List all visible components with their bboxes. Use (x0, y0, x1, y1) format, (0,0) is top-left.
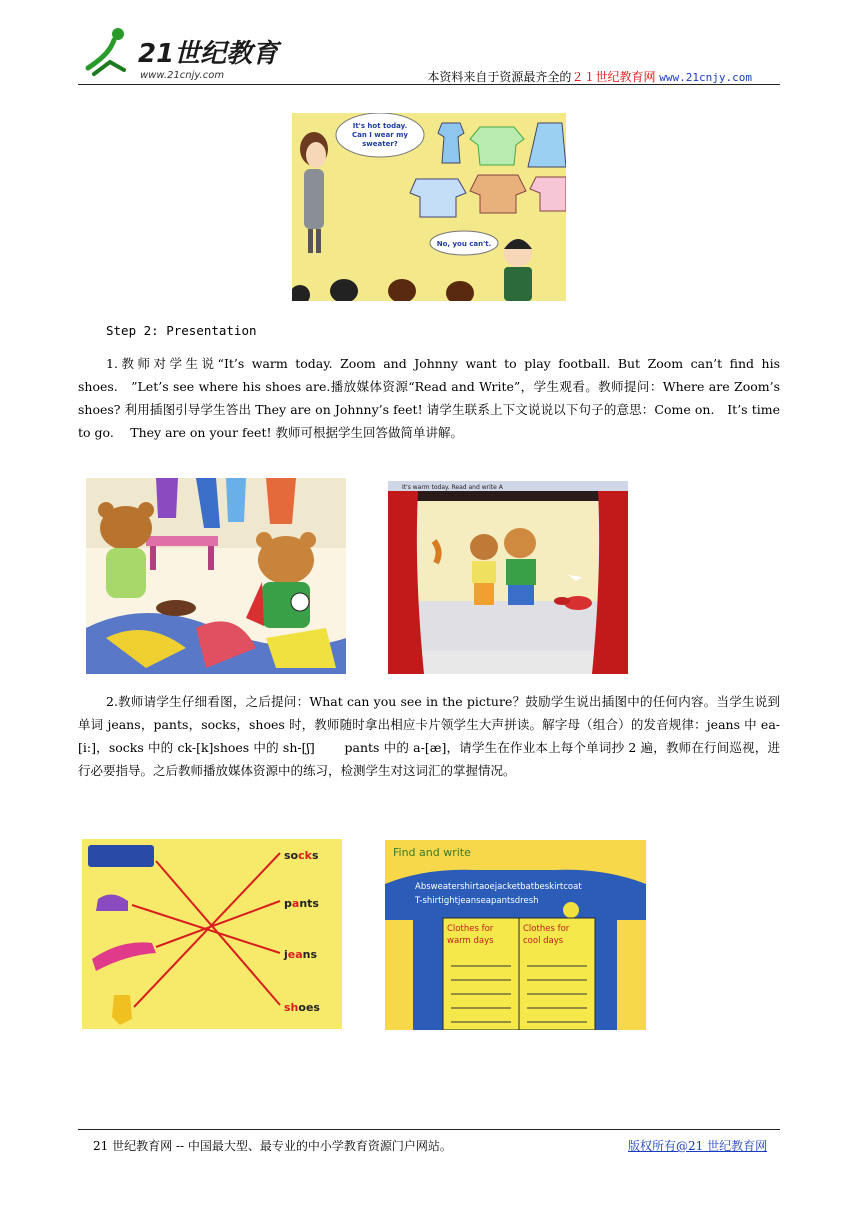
source-prefix: 本资料来自于资源最齐全的 (427, 70, 572, 84)
source-site[interactable]: ２１世纪教育网 (571, 70, 656, 84)
col1-header-line2: warm days (447, 936, 494, 946)
col2-header-line1: Clothes for (523, 924, 570, 934)
header-divider (78, 84, 780, 85)
logo-url: www.21cnjy.com (140, 70, 225, 81)
bubble-teacher-line1: It's hot today. (352, 122, 408, 130)
svg-text:socks: socks (284, 849, 319, 862)
exercise-title: Find and write (393, 846, 471, 859)
letter-line-2: T-shirtightjeanseapantsdresh (415, 896, 539, 906)
bubble-student: No, you can't. (436, 240, 492, 248)
step2-heading: Step 2: Presentation (106, 323, 257, 338)
site-logo (80, 22, 285, 84)
letter-line-1: Absweatershirtaoejacketbatbeskirtcoat (415, 882, 582, 892)
bubble-teacher-line3: sweater? (362, 140, 398, 148)
bears-clothes-illustration (86, 478, 346, 674)
col1-header-line1: Clothes for (447, 924, 494, 934)
footer-copyright-link[interactable]: 版权所有@21 世纪教育网 (628, 1139, 768, 1153)
svg-text:shoes: shoes (284, 1001, 320, 1014)
find-and-write-exercise (385, 840, 646, 1030)
stage-bears-illustration (388, 481, 628, 674)
jeans-picture[interactable] (88, 845, 154, 867)
col2-header-line2: cool days (523, 936, 564, 946)
player-title-bar: It's warm today. Read and write A (402, 484, 503, 491)
footer-text: 21 世纪教育网 -- 中国最大型、最专业的中小学教育资源门户网站。 (93, 1139, 452, 1153)
paragraph-1: 1.教师对学生说“It’s warm today. Zoom and Johnny want to play football. But Zoom can’t find his shoes. ”Let’s see where his shoes are.播放媒体资源“Read and Write”，学生观看。教师提问：Where are Zoom’s shoes? 利用插图引导学生答出 They are on Johnny’s feet! 请学生联系上下文说说以下句子的意思：Come on. It’s time to go. They are on your feet! 教师可根据学生回答做简单讲解。 (78, 356, 780, 440)
header-source-line (427, 68, 752, 85)
paragraph-2: 2.教师请学生仔细看图，之后提问：What can you see in the picture？鼓励学生说出插图中的任何内容。当学生说到单词 jeans，pants，socks，shoes 时，教师随时拿出相应卡片领学生大声拼读。解字母（组合）的发音规律：jeans 中 ea-[i:]，socks 中的 ck-[k]shoes 中的 sh-[ʃ] pants 中的 a-[æ]，请学生在作业本上每个单词抄 2 遍，教师在行间巡视，进行必要指导。之后教师播放媒体资源中的练习，检测学生对这词汇的掌握情况。 (78, 694, 780, 778)
classroom-illustration (292, 113, 566, 301)
footer-divider (78, 1129, 780, 1130)
bubble-teacher-line2: Can I wear my (351, 131, 409, 139)
svg-text:jeans: jeans (284, 948, 318, 961)
matching-exercise (82, 839, 342, 1029)
logo-text: 21世纪教育 (138, 39, 279, 69)
svg-text:pants: pants (284, 897, 319, 910)
source-url[interactable]: www.21cnjy.com (659, 71, 752, 84)
